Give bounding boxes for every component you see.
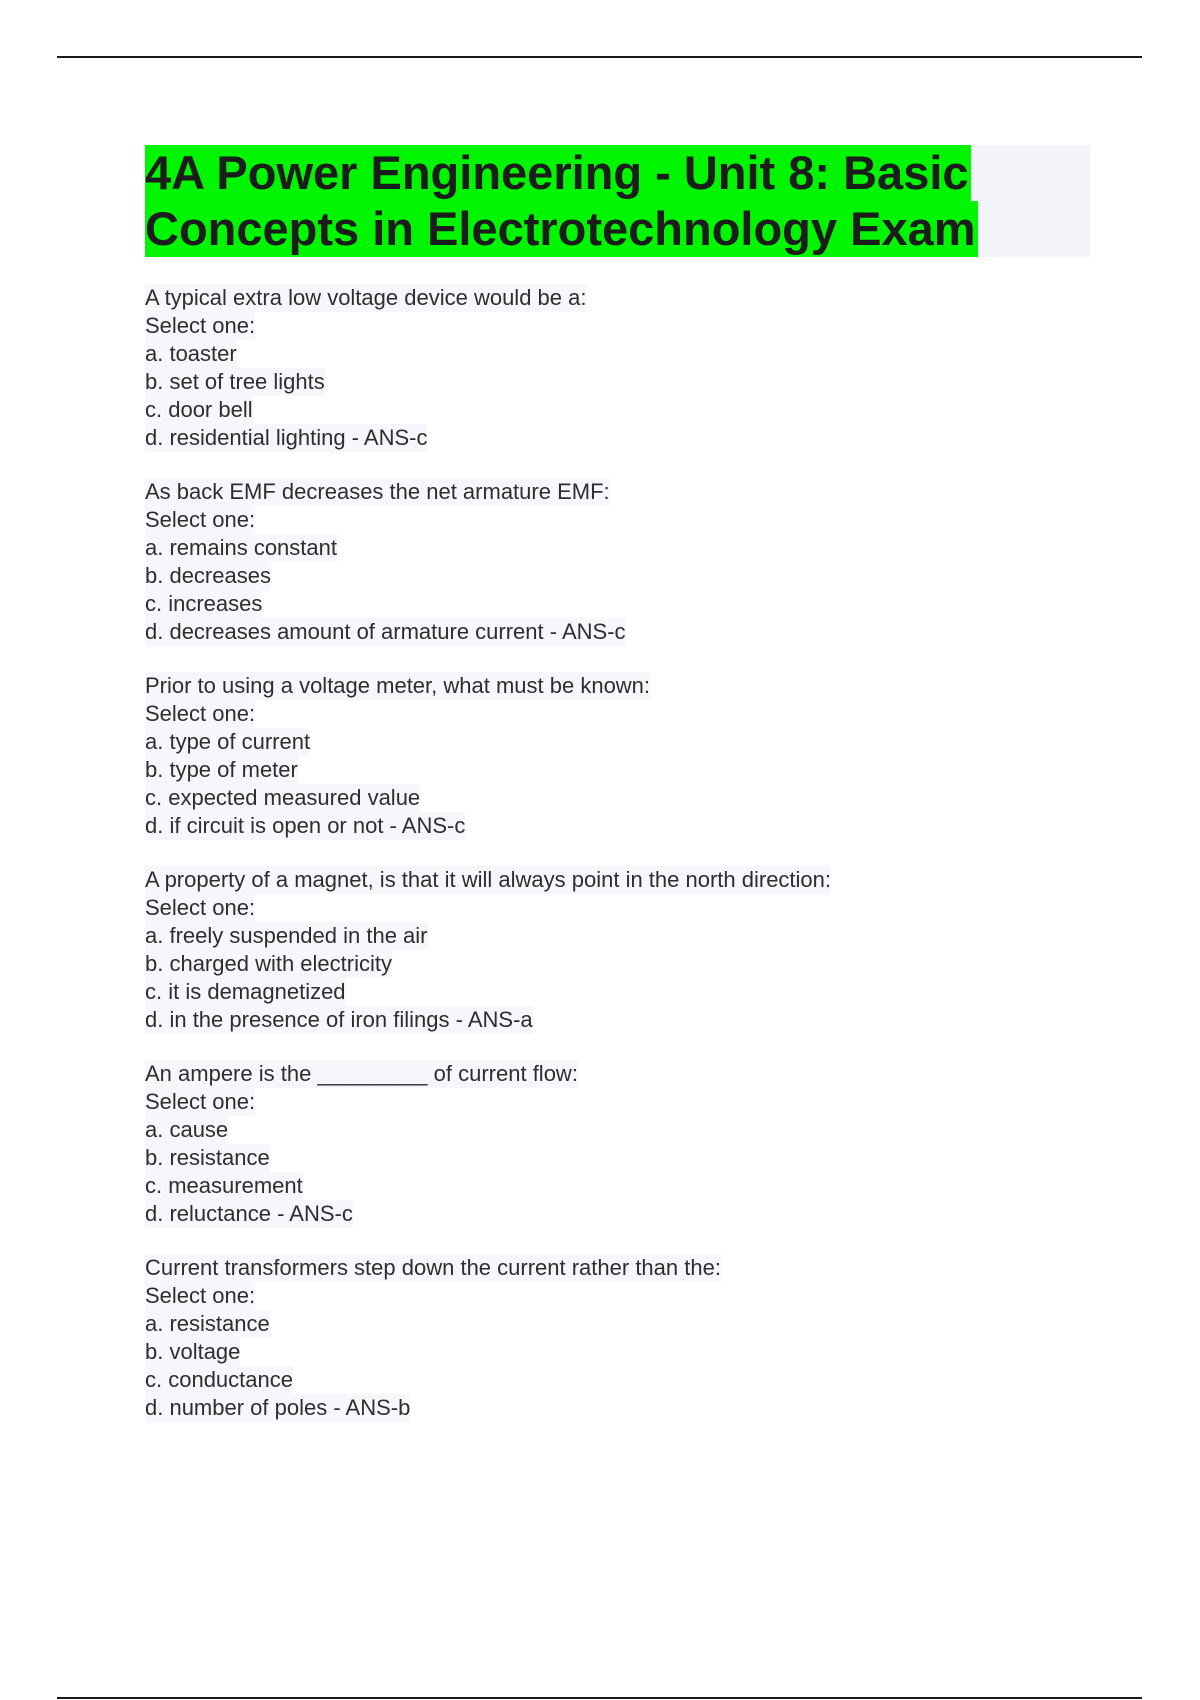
answer-option-a: a. type of current <box>145 729 311 754</box>
question-1 <box>145 284 1065 452</box>
question-3 <box>145 672 1065 840</box>
answer-option-c: c. expected measured value <box>145 785 421 810</box>
question-2 <box>145 478 1065 646</box>
top-rule <box>57 56 1142 58</box>
answer-option-b: b. resistance <box>145 1145 270 1170</box>
answer-option-d: d. reluctance - ANS-c <box>145 1201 353 1226</box>
question-prompt: A typical extra low voltage device would be a: <box>145 285 587 310</box>
answer-option-a: a. toaster <box>145 341 237 366</box>
title-line-2: Concepts in Electrotechnology Exam <box>145 202 976 255</box>
question-instruction: Select one: <box>145 895 256 920</box>
answer-option-d: d. if circuit is open or not - ANS-c <box>145 813 466 838</box>
question-instruction: Select one: <box>145 1283 256 1308</box>
answer-option-d: d. residential lighting - ANS-c <box>145 425 428 450</box>
answer-option-d: d. number of poles - ANS-b <box>145 1395 411 1420</box>
answer-option-c: c. increases <box>145 591 263 616</box>
question-prompt: An ampere is the _________ of current flow: <box>145 1061 578 1086</box>
question-instruction: Select one: <box>145 701 256 726</box>
question-5 <box>145 1060 1065 1228</box>
answer-option-a: a. resistance <box>145 1311 270 1336</box>
question-prompt: Prior to using a voltage meter, what must be known: <box>145 673 651 698</box>
answer-option-c: c. it is demagnetized <box>145 979 346 1004</box>
document-title <box>145 145 1090 257</box>
question-list <box>145 284 1065 1448</box>
question-4 <box>145 866 1065 1034</box>
question-prompt: As back EMF decreases the net armature EMF: <box>145 479 610 504</box>
answer-option-b: b. decreases <box>145 563 271 588</box>
answer-option-a: a. remains constant <box>145 535 337 560</box>
answer-option-b: b. voltage <box>145 1339 241 1364</box>
title-block <box>145 145 1090 257</box>
answer-option-c: c. measurement <box>145 1173 303 1198</box>
question-prompt: A property of a magnet, is that it will always point in the north direction: <box>145 867 832 892</box>
answer-option-a: a. cause <box>145 1117 229 1142</box>
question-instruction: Select one: <box>145 313 256 338</box>
question-instruction: Select one: <box>145 1089 256 1114</box>
answer-option-b: b. type of meter <box>145 757 298 782</box>
bottom-rule <box>57 1697 1142 1699</box>
question-6 <box>145 1254 1065 1422</box>
question-instruction: Select one: <box>145 507 256 532</box>
title-line-1: 4A Power Engineering - Unit 8: Basic <box>145 146 969 199</box>
answer-option-c: c. conductance <box>145 1367 293 1392</box>
answer-option-d: d. decreases amount of armature current - ANS-c <box>145 619 626 644</box>
answer-option-c: c. door bell <box>145 397 253 422</box>
question-prompt: Current transformers step down the current rather than the: <box>145 1255 721 1280</box>
answer-option-d: d. in the presence of iron filings - ANS-a <box>145 1007 533 1032</box>
answer-option-b: b. charged with electricity <box>145 951 392 976</box>
answer-option-a: a. freely suspended in the air <box>145 923 428 948</box>
answer-option-b: b. set of tree lights <box>145 369 325 394</box>
